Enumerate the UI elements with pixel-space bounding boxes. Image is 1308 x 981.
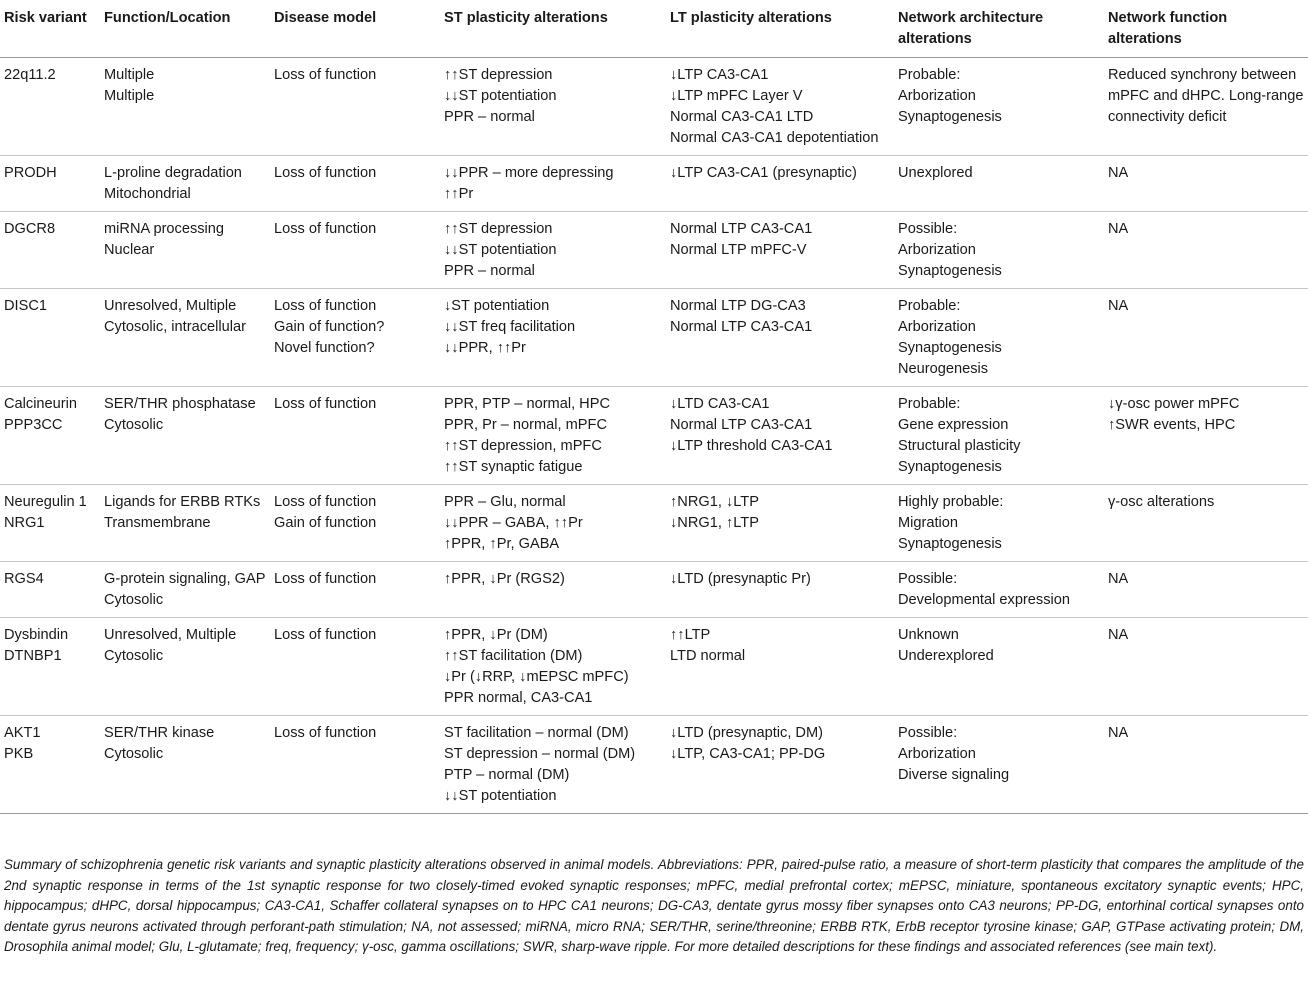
cell-line: PPR – normal xyxy=(444,109,535,125)
cell-line: DTNBP1 xyxy=(4,648,62,664)
lt-plasticity-cell xyxy=(666,58,894,156)
column-header-label: Disease model xyxy=(274,10,377,26)
cell-line: ↓↓ST potentiation xyxy=(444,88,557,104)
network-architecture-cell xyxy=(894,58,1104,156)
cell-line: NA xyxy=(1108,571,1129,587)
cell-line: Loss of function xyxy=(274,396,377,412)
cell-line: ↓LTD CA3-CA1 xyxy=(670,396,770,412)
cell-line: Diverse signaling xyxy=(898,767,1010,783)
function-location-cell xyxy=(100,618,270,716)
column-header xyxy=(666,0,894,58)
table-row xyxy=(0,156,1308,212)
cell-line: Loss of function xyxy=(274,627,377,643)
lt-plasticity-cell xyxy=(666,387,894,485)
cell-line: Arborization xyxy=(898,242,976,258)
network-architecture-cell xyxy=(894,562,1104,618)
cell-line: PKB xyxy=(4,746,34,762)
table-row xyxy=(0,562,1308,618)
cell-line: LTD normal xyxy=(670,648,746,664)
risk-variant-cell xyxy=(0,212,100,289)
cell-line: Cytosolic xyxy=(104,592,164,608)
cell-line: Synaptogenesis xyxy=(898,263,1002,279)
disease-model-cell xyxy=(270,58,440,156)
cell-line: Normal LTP CA3-CA1 xyxy=(670,417,813,433)
column-header xyxy=(0,0,100,58)
network-function-cell xyxy=(1104,716,1308,814)
cell-line: NA xyxy=(1108,221,1129,237)
network-architecture-cell xyxy=(894,618,1104,716)
cell-line: γ-osc alterations xyxy=(1108,494,1215,510)
cell-line: Gene expression xyxy=(898,417,1009,433)
cell-line: ↓↓PPR – more depressing xyxy=(444,165,614,181)
cell-line: NA xyxy=(1108,298,1129,314)
cell-line: PPR, Pr – normal, mPFC xyxy=(444,417,607,433)
function-location-cell xyxy=(100,58,270,156)
cell-line: ↑NRG1, ↓LTP xyxy=(670,494,759,510)
column-header-label: ST plasticity alterations xyxy=(444,10,608,26)
cell-line: Unresolved, Multiple xyxy=(104,627,237,643)
cell-line: Possible: xyxy=(898,571,958,587)
cell-line: Probable: xyxy=(898,298,961,314)
cell-line: AKT1 xyxy=(4,725,41,741)
cell-line: ↑↑LTP xyxy=(670,627,711,643)
table-row xyxy=(0,716,1308,814)
cell-line: NA xyxy=(1108,165,1129,181)
disease-model-cell xyxy=(270,716,440,814)
table-body xyxy=(0,58,1308,814)
st-plasticity-cell xyxy=(440,212,666,289)
cell-line: ↑PPR, ↓Pr (DM) xyxy=(444,627,548,643)
cell-line: Cytosolic xyxy=(104,648,164,664)
network-function-cell xyxy=(1104,562,1308,618)
cell-line: Loss of function xyxy=(274,67,377,83)
cell-line: ↓γ-osc power mPFC xyxy=(1108,396,1240,412)
disease-model-cell xyxy=(270,212,440,289)
network-architecture-cell xyxy=(894,212,1104,289)
cell-line: ↓↓ST potentiation xyxy=(444,788,557,804)
cell-line: Transmembrane xyxy=(104,515,211,531)
cell-line: Gain of function? xyxy=(274,319,385,335)
risk-variant-cell xyxy=(0,387,100,485)
lt-plasticity-cell xyxy=(666,618,894,716)
cell-line: Reduced synchrony between mPFC and dHPC. Long-range connectivity deficit xyxy=(1108,67,1304,125)
cell-line: Arborization xyxy=(898,746,976,762)
lt-plasticity-cell xyxy=(666,562,894,618)
cell-line: Normal LTP DG-CA3 xyxy=(670,298,806,314)
lt-plasticity-cell xyxy=(666,716,894,814)
cell-line: ↑SWR events, HPC xyxy=(1108,417,1236,433)
st-plasticity-cell xyxy=(440,58,666,156)
cell-line: ↓LTP, CA3-CA1; PP-DG xyxy=(670,746,826,762)
table-row xyxy=(0,212,1308,289)
cell-line: Unknown xyxy=(898,627,959,643)
cell-line: Normal CA3-CA1 depotentiation xyxy=(670,130,879,146)
cell-line: ↓LTP threshold CA3-CA1 xyxy=(670,438,833,454)
cell-line: ↑↑ST depression xyxy=(444,221,553,237)
cell-line: ↑↑ST depression xyxy=(444,67,553,83)
cell-line: Structural plasticity xyxy=(898,438,1021,454)
network-function-cell xyxy=(1104,618,1308,716)
function-location-cell xyxy=(100,716,270,814)
cell-line: PPP3CC xyxy=(4,417,63,433)
table-row xyxy=(0,618,1308,716)
cell-line: SER/THR kinase xyxy=(104,725,215,741)
cell-line: Multiple xyxy=(104,67,155,83)
column-header-label: Network architecture alterations xyxy=(898,10,1044,47)
cell-line: Cytosolic, intracellular xyxy=(104,319,246,335)
cell-line: Arborization xyxy=(898,88,976,104)
column-header-label: Network function alterations xyxy=(1108,10,1228,47)
cell-line: Arborization xyxy=(898,319,976,335)
st-plasticity-cell xyxy=(440,485,666,562)
cell-line: Synaptogenesis xyxy=(898,109,1002,125)
column-header xyxy=(270,0,440,58)
table-row xyxy=(0,289,1308,387)
lt-plasticity-cell xyxy=(666,212,894,289)
st-plasticity-cell xyxy=(440,716,666,814)
risk-variant-cell xyxy=(0,156,100,212)
cell-line: Possible: xyxy=(898,725,958,741)
cell-line: Neuregulin 1 xyxy=(4,494,87,510)
cell-line: DGCR8 xyxy=(4,221,56,237)
disease-model-cell xyxy=(270,289,440,387)
cell-line: Highly probable: xyxy=(898,494,1004,510)
function-location-cell xyxy=(100,289,270,387)
risk-variant-cell xyxy=(0,618,100,716)
column-header xyxy=(894,0,1104,58)
cell-line: miRNA processing xyxy=(104,221,225,237)
network-architecture-cell xyxy=(894,716,1104,814)
network-architecture-cell xyxy=(894,387,1104,485)
cell-line: ↑↑ST depression, mPFC xyxy=(444,438,602,454)
cell-line: Loss of function xyxy=(274,165,377,181)
risk-variant-cell xyxy=(0,485,100,562)
risk-variant-cell xyxy=(0,716,100,814)
function-location-cell xyxy=(100,387,270,485)
cell-line: Cytosolic xyxy=(104,746,164,762)
cell-line: PPR – Glu, normal xyxy=(444,494,566,510)
cell-line: Ligands for ERBB RTKs xyxy=(104,494,261,510)
cell-line: ↑↑Pr xyxy=(444,186,474,202)
cell-line: Unexplored xyxy=(898,165,973,181)
disease-model-cell xyxy=(270,618,440,716)
network-architecture-cell xyxy=(894,485,1104,562)
cell-line: Mitochondrial xyxy=(104,186,191,202)
column-header-label: Risk variant xyxy=(4,10,87,26)
cell-line: ↓LTD (presynaptic, DM) xyxy=(670,725,823,741)
cell-line: SER/THR phosphatase xyxy=(104,396,256,412)
cell-line: Cytosolic xyxy=(104,417,164,433)
cell-line: Probable: xyxy=(898,67,961,83)
cell-line: Underexplored xyxy=(898,648,994,664)
network-function-cell xyxy=(1104,58,1308,156)
cell-line: Migration xyxy=(898,515,959,531)
cell-line: NRG1 xyxy=(4,515,45,531)
cell-line: ↓NRG1, ↑LTP xyxy=(670,515,759,531)
cell-line: PPR, PTP – normal, HPC xyxy=(444,396,610,412)
cell-line: Neurogenesis xyxy=(898,361,989,377)
disease-model-cell xyxy=(270,562,440,618)
cell-line: ↑↑ST synaptic fatigue xyxy=(444,459,583,475)
cell-line: Probable: xyxy=(898,396,961,412)
network-function-cell xyxy=(1104,485,1308,562)
cell-line: G-protein signaling, GAP xyxy=(104,571,266,587)
st-plasticity-cell xyxy=(440,156,666,212)
cell-line: PRODH xyxy=(4,165,57,181)
function-location-cell xyxy=(100,156,270,212)
risk-variant-cell xyxy=(0,562,100,618)
cell-line: Loss of function xyxy=(274,571,377,587)
disease-model-cell xyxy=(270,156,440,212)
cell-line: Gain of function xyxy=(274,515,377,531)
cell-line: Normal LTP CA3-CA1 xyxy=(670,221,813,237)
cell-line: Nuclear xyxy=(104,242,155,258)
cell-line: ↓ST potentiation xyxy=(444,298,550,314)
table-row xyxy=(0,58,1308,156)
st-plasticity-cell xyxy=(440,289,666,387)
cell-line: ↓LTD (presynaptic Pr) xyxy=(670,571,811,587)
st-plasticity-cell xyxy=(440,562,666,618)
table-row xyxy=(0,485,1308,562)
cell-line: ↓↓PPR, ↑↑Pr xyxy=(444,340,526,356)
cell-line: Normal CA3-CA1 LTD xyxy=(670,109,814,125)
lt-plasticity-cell xyxy=(666,485,894,562)
lt-plasticity-cell xyxy=(666,289,894,387)
function-location-cell xyxy=(100,212,270,289)
cell-line: ↑PPR, ↑Pr, GABA xyxy=(444,536,560,552)
column-header xyxy=(440,0,666,58)
cell-line: ↓LTP CA3-CA1 (presynaptic) xyxy=(670,165,857,181)
cell-line: RGS4 xyxy=(4,571,44,587)
column-header xyxy=(1104,0,1308,58)
cell-line: Synaptogenesis xyxy=(898,340,1002,356)
cell-line: Loss of function xyxy=(274,725,377,741)
cell-line: ↓↓ST freq facilitation xyxy=(444,319,576,335)
network-function-cell xyxy=(1104,387,1308,485)
network-function-cell xyxy=(1104,156,1308,212)
network-architecture-cell xyxy=(894,289,1104,387)
cell-line: Calcineurin xyxy=(4,396,78,412)
cell-line: ↓↓ST potentiation xyxy=(444,242,557,258)
column-header-label: LT plasticity alterations xyxy=(670,10,832,26)
cell-line: ↓Pr (↓RRP, ↓mEPSC mPFC) xyxy=(444,669,629,685)
cell-line: ↑↑ST facilitation (DM) xyxy=(444,648,583,664)
st-plasticity-cell xyxy=(440,387,666,485)
cell-line: Normal LTP CA3-CA1 xyxy=(670,319,813,335)
cell-line: Possible: xyxy=(898,221,958,237)
network-function-cell xyxy=(1104,289,1308,387)
table-row xyxy=(0,387,1308,485)
cell-line: PPR normal, CA3-CA1 xyxy=(444,690,593,706)
cell-line: Developmental expression xyxy=(898,592,1070,608)
cell-line: DISC1 xyxy=(4,298,47,314)
cell-line: ↓↓PPR – GABA, ↑↑Pr xyxy=(444,515,583,531)
cell-line: Multiple xyxy=(104,88,155,104)
cell-line: ST depression – normal (DM) xyxy=(444,746,636,762)
cell-line: ↓LTP CA3-CA1 xyxy=(670,67,769,83)
st-plasticity-cell xyxy=(440,618,666,716)
function-location-cell xyxy=(100,562,270,618)
disease-model-cell xyxy=(270,387,440,485)
risk-variant-cell xyxy=(0,58,100,156)
cell-line: Novel function? xyxy=(274,340,375,356)
cell-line: 22q11.2 xyxy=(4,67,56,83)
cell-line: NA xyxy=(1108,627,1129,643)
column-header-label: Function/Location xyxy=(104,10,231,26)
column-header xyxy=(100,0,270,58)
disease-model-cell xyxy=(270,485,440,562)
table-caption: Summary of schizophrenia genetic risk variants and synaptic plasticity alterations observed in animal models. Abbreviations: PPR, paired-pulse ratio, a measure of short-term plasticity that compares the amplitude of the 2nd synaptic response in terms of the 1st synaptic response for two closely-timed evoked synaptic responses; mPFC, medial prefrontal cortex; mEPSC, miniature, spontaneous excitatory synaptic events; HPC, hippocampus; dHPC, dorsal hippocampus; CA3-CA1, Schaffer collateral synapses on to HPC CA1 neurons; DG-CA3, dentate gyrus mossy fiber synapses onto CA3 neurons; PP-DG, entorhinal cortical synapses onto dentate gyrus neurons activated through perforant-path stimulation; NA, not assessed; miRNA, micro RNA; SER/THR, serine/threonine; ERBB RTK, ErbB receptor tyrosine kinase; GAP, GTPase activating protein; DM, Drosophila animal model; Glu, L-glutamate; freq, frequency; γ-osc, gamma oscillations; SWR, sharp-wave ripple. For more detailed descriptions for these findings and associated references (see main text). xyxy=(4,857,1304,955)
cell-line: Dysbindin xyxy=(4,627,69,643)
cell-line: ↓LTP mPFC Layer V xyxy=(670,88,803,104)
function-location-cell xyxy=(100,485,270,562)
cell-line: PPR – normal xyxy=(444,263,535,279)
cell-line: Loss of function xyxy=(274,494,377,510)
cell-line: L-proline degradation xyxy=(104,165,242,181)
cell-line: Synaptogenesis xyxy=(898,459,1002,475)
risk-variant-cell xyxy=(0,289,100,387)
cell-line: Normal LTP mPFC-V xyxy=(670,242,807,258)
lt-plasticity-cell xyxy=(666,156,894,212)
cell-line: ST facilitation – normal (DM) xyxy=(444,725,629,741)
cell-line: ↑PPR, ↓Pr (RGS2) xyxy=(444,571,565,587)
cell-line: Loss of function xyxy=(274,298,377,314)
cell-line: Loss of function xyxy=(274,221,377,237)
network-architecture-cell xyxy=(894,156,1104,212)
table-header-row xyxy=(0,0,1308,58)
network-function-cell xyxy=(1104,212,1308,289)
cell-line: NA xyxy=(1108,725,1129,741)
cell-line: Synaptogenesis xyxy=(898,536,1002,552)
cell-line: PTP – normal (DM) xyxy=(444,767,570,783)
cell-line: Unresolved, Multiple xyxy=(104,298,237,314)
